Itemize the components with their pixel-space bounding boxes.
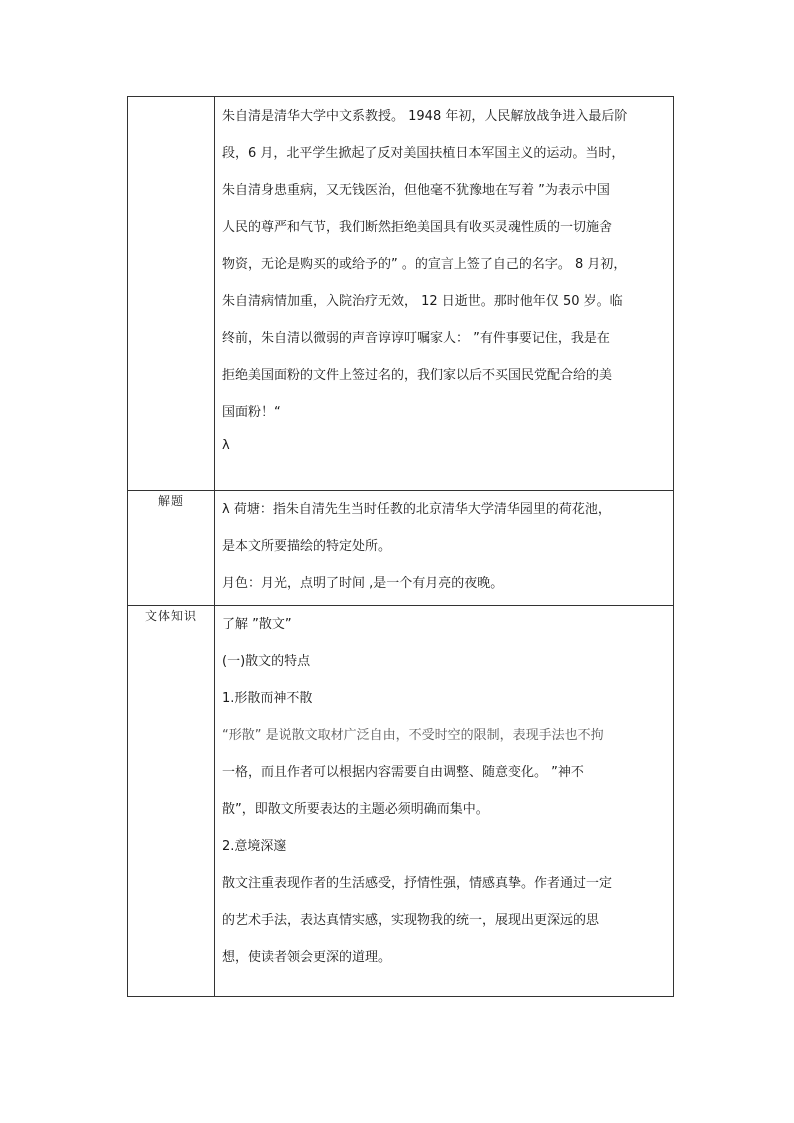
- biography-cell: [215, 97, 674, 491]
- text-line: 朱自清是清华大学中文系教授。 1948 年初，人民解放战争进入最后阶: [222, 109, 628, 124]
- text-line: 是本文所要描绘的特定处所。: [222, 539, 392, 554]
- text-line: 的艺术手法，表达真情实感，实现物我的统一，展现出更深远的思: [222, 913, 600, 928]
- text-line: 朱自清身患重病，又无钱医治，但他毫不犹豫地在写着 ”为表示中国: [222, 183, 610, 198]
- row-label-wenti: 文体知识: [128, 606, 215, 997]
- text-line: (一)散文的特点: [222, 654, 311, 669]
- text-line: 2.意境深邃: [222, 839, 287, 854]
- text-line: 一格，而且作者可以根据内容需要自由调整、随意变化。 ”神不: [222, 765, 584, 780]
- text-line: 终前，朱自清以微弱的声音谆谆叮嘱家人： ”有件事要记住，我是在: [222, 331, 610, 346]
- text-line: λ 荷塘：指朱自清先生当时任教的北京清华大学清华园里的荷花池，: [222, 502, 611, 517]
- text-line: “形散” 是说散文取材广泛自由，不受时空的限制，表现手法也不拘: [222, 728, 604, 743]
- lambda-bullet: λ: [222, 438, 230, 453]
- jieti-cell: [215, 491, 674, 606]
- text-line: 了解 ”散文”: [222, 617, 292, 632]
- content-table: [127, 96, 674, 997]
- wenti-cell: [215, 606, 674, 997]
- text-line: 拒绝美国面粉的文件上签过名的，我们家以后不买国民党配合给的美: [222, 368, 613, 383]
- table-row: [128, 97, 674, 491]
- row-label: [128, 97, 215, 491]
- text-line: 物资，无论是购买的或给予的” 。的宣言上签了自己的名字。 8 月初，: [222, 257, 627, 272]
- text-line: 散”，即散文所要表达的主题必须明确而集中。: [222, 802, 489, 817]
- text-line: 1.形散而神不散: [222, 691, 313, 706]
- table-row: [128, 491, 674, 606]
- table-row: [128, 606, 674, 997]
- text-line: 段，6 月，北平学生掀起了反对美国扶植日本军国主义的运动。当时，: [222, 146, 625, 161]
- text-line: 国面粉！“: [222, 405, 281, 420]
- text-line: 想，使读者领会更深的道理。: [222, 950, 392, 965]
- text-line: 朱自清病情加重，入院治疗无效， 12 日逝世。那时他年仅 50 岁。临: [222, 294, 623, 309]
- row-label-jieti: 解题: [128, 491, 215, 606]
- text-line: 月色：月光，点明了时间 ,是一个有月亮的夜晚。: [222, 576, 504, 591]
- text-line: 人民的尊严和气节，我们断然拒绝美国具有收买灵魂性质的一切施舍: [222, 220, 613, 235]
- text-line: 散文注重表现作者的生活感受，抒情性强，情感真挚。作者通过一定: [222, 876, 613, 891]
